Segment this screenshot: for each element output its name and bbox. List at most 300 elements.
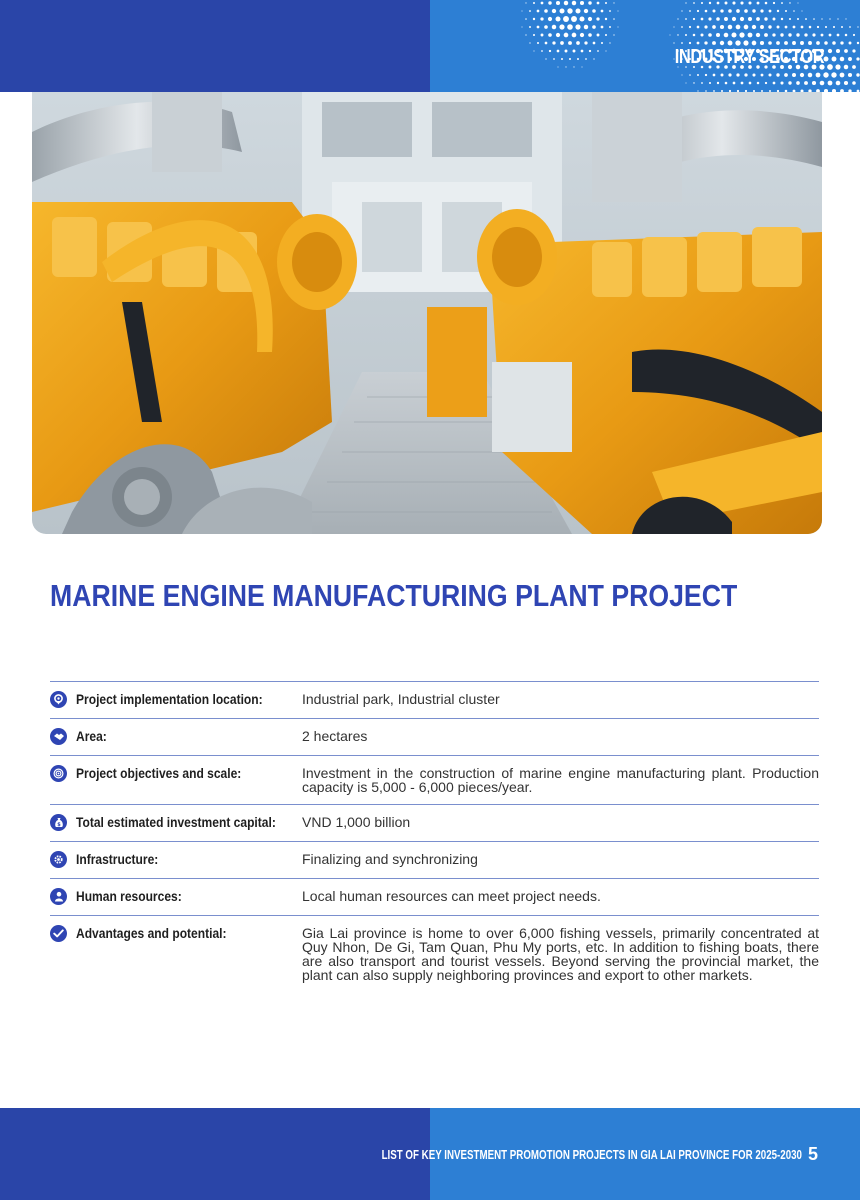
decorative-dot <box>541 50 543 52</box>
decorative-dot <box>717 82 719 84</box>
decorative-dot <box>529 42 530 43</box>
decorative-dot <box>820 81 825 86</box>
decorative-dot <box>780 33 783 36</box>
decorative-dot <box>725 2 728 5</box>
decorative-dot <box>685 2 686 3</box>
decorative-dot <box>544 9 548 13</box>
decorative-dot <box>553 58 555 60</box>
decorative-dot <box>575 24 580 29</box>
decorative-dot <box>609 42 610 43</box>
decorative-dot <box>681 26 683 28</box>
decorative-dot <box>813 18 815 20</box>
row-value: 2 hectares <box>302 728 368 744</box>
decorative-dot <box>597 2 600 5</box>
decorative-dot <box>525 34 526 35</box>
decorative-dot <box>689 26 691 28</box>
row-label <box>50 851 302 868</box>
decorative-dot <box>685 34 687 36</box>
decorative-dot <box>837 34 840 37</box>
decorative-dot <box>776 73 779 76</box>
decorative-dot <box>592 25 596 29</box>
hero-image <box>32 92 822 534</box>
decorative-dot <box>552 41 555 44</box>
decorative-dot <box>857 26 858 27</box>
footer-band-left <box>0 1108 430 1200</box>
decorative-dot <box>588 33 592 37</box>
decorative-dot <box>681 10 682 11</box>
decorative-dot <box>824 41 828 45</box>
decorative-dot <box>564 1 568 5</box>
decorative-dot <box>720 9 723 12</box>
decorative-dot <box>545 42 548 45</box>
decorative-dot <box>844 81 848 85</box>
decorative-dot <box>593 58 594 59</box>
decorative-dot <box>709 2 711 4</box>
decorative-dot <box>840 73 845 78</box>
decorative-dot <box>832 89 836 92</box>
decorative-dot <box>740 1 743 4</box>
decorative-dot <box>693 18 695 20</box>
decorative-dot <box>567 8 572 13</box>
decorative-dot <box>788 33 791 36</box>
decorative-dot <box>736 73 739 76</box>
decorative-dot <box>736 9 740 13</box>
decorative-dot <box>816 73 821 78</box>
table-row <box>50 719 819 756</box>
decorative-dot <box>852 65 856 69</box>
decorative-dot <box>725 82 728 85</box>
decorative-dot <box>744 25 749 30</box>
decorative-dot <box>760 41 764 45</box>
decorative-dot <box>697 42 700 45</box>
svg-text:$: $ <box>56 822 61 828</box>
decorative-dot <box>716 33 720 37</box>
decorative-dot <box>743 40 748 45</box>
decorative-dot <box>686 83 687 84</box>
decorative-dot <box>571 16 577 22</box>
header-band-left <box>0 0 430 92</box>
decorative-dot <box>800 41 804 45</box>
decorative-dot <box>564 33 569 38</box>
decorative-dot <box>565 66 566 67</box>
decorative-dot <box>712 41 716 45</box>
row-label <box>50 691 302 708</box>
decorative-dot <box>697 26 700 29</box>
decorative-dot <box>756 33 760 37</box>
decorative-dot <box>764 17 767 20</box>
decorative-dot <box>522 11 523 12</box>
decorative-dot <box>735 40 740 45</box>
decorative-dot <box>789 2 790 3</box>
decorative-dot <box>836 81 841 86</box>
decorative-dot <box>808 41 812 45</box>
decorative-dot <box>720 41 724 45</box>
decorative-dot <box>840 89 844 92</box>
decorative-dot <box>785 10 787 12</box>
decorative-dot <box>773 82 776 85</box>
gear-icon <box>50 851 67 868</box>
row-label-text: Project implementation location: <box>76 691 263 707</box>
decorative-dot <box>848 73 852 77</box>
decorative-dot <box>673 42 674 43</box>
decorative-dot <box>752 41 757 46</box>
decorative-dot <box>728 9 732 13</box>
decorative-dot <box>592 9 596 13</box>
decorative-dot <box>841 26 843 28</box>
decorative-dot <box>541 2 544 5</box>
decorative-dot <box>772 33 775 36</box>
decorative-dot <box>529 10 531 12</box>
decorative-dot <box>760 9 763 12</box>
decorative-dot <box>720 25 724 29</box>
decorative-dot <box>789 18 791 20</box>
decorative-dot <box>812 33 815 36</box>
decorative-dot <box>605 18 607 20</box>
decorative-dot <box>749 82 752 85</box>
decorative-dot <box>704 25 707 28</box>
decorative-dot <box>548 1 551 4</box>
decorative-dot <box>829 34 832 37</box>
decorative-dot <box>849 26 851 28</box>
decorative-dot <box>833 26 835 28</box>
decorative-dot <box>788 81 791 84</box>
decorative-dot <box>757 82 760 85</box>
decorative-dot <box>709 82 711 84</box>
decorative-dot <box>769 10 772 13</box>
engine-room-illustration <box>32 92 822 534</box>
decorative-dot <box>559 24 564 29</box>
decorative-dot <box>840 57 845 62</box>
decorative-dot <box>824 57 829 62</box>
row-value: Investment in the construction of marine engine manufacturing plant. Production capacity is 5,000 - 6,000 pieces/year. <box>302 765 819 795</box>
decorative-dot <box>741 82 744 85</box>
decorative-dot <box>689 74 691 76</box>
decorative-dot <box>613 18 615 20</box>
decorative-dot <box>752 9 755 12</box>
row-label <box>50 765 302 794</box>
decorative-dot <box>796 81 800 85</box>
decorative-dot <box>533 18 535 20</box>
decorative-dot <box>577 58 579 60</box>
table-row <box>50 842 819 879</box>
handshake-icon <box>50 728 67 745</box>
decorative-dot <box>597 50 599 52</box>
decorative-dot <box>593 42 596 45</box>
decorative-dot <box>825 26 827 28</box>
decorative-dot <box>717 2 720 5</box>
decorative-dot <box>840 41 843 44</box>
decorative-dot <box>575 8 580 13</box>
decorative-dot <box>677 34 678 35</box>
decorative-dot <box>605 34 607 36</box>
decorative-dot <box>844 49 848 53</box>
decorative-dot <box>748 1 751 4</box>
decorative-dot <box>731 32 736 37</box>
decorative-dot <box>565 50 568 53</box>
decorative-dot <box>708 17 711 20</box>
decorative-dot <box>836 49 840 53</box>
row-value: Finalizing and synchronizing <box>302 851 478 867</box>
decorative-dot <box>673 26 674 27</box>
decorative-dot <box>596 17 599 20</box>
decorative-dot <box>580 1 584 5</box>
decorative-dot <box>792 73 796 77</box>
decorative-dot <box>545 58 546 59</box>
decorative-dot <box>697 10 699 12</box>
decorative-dot <box>837 18 838 19</box>
decorative-dot <box>697 74 699 76</box>
row-label <box>50 728 302 745</box>
decorative-dot <box>579 16 584 21</box>
decorative-dot <box>773 18 776 21</box>
table-row <box>50 756 819 805</box>
sector-label: INDUSTRY SECTOR <box>674 46 824 68</box>
project-details-table <box>50 681 819 992</box>
decorative-dot <box>572 33 577 38</box>
decorative-dot <box>537 42 539 44</box>
decorative-dot <box>831 72 836 77</box>
target-icon <box>50 765 67 782</box>
decorative-dot <box>744 73 747 76</box>
decorative-dot <box>609 26 611 28</box>
decorative-dot <box>827 64 833 70</box>
row-label-text: Total estimated investment capital: <box>76 814 276 830</box>
decorative-dot <box>732 17 736 21</box>
decorative-dot <box>588 17 592 21</box>
decorative-dot <box>829 18 830 19</box>
decorative-dot <box>685 18 687 20</box>
money-bag-icon <box>50 814 67 831</box>
decorative-dot <box>701 82 703 84</box>
decorative-dot <box>724 17 728 21</box>
decorative-dot <box>601 10 604 13</box>
decorative-dot <box>618 11 619 12</box>
decorative-dot <box>601 26 604 29</box>
table-row <box>50 682 819 719</box>
decorative-dot <box>764 33 768 37</box>
decorative-dot <box>857 42 859 44</box>
decorative-dot <box>784 73 788 77</box>
decorative-dot <box>797 2 798 3</box>
decorative-dot <box>533 34 535 36</box>
decorative-dot <box>573 50 576 53</box>
decorative-dot <box>576 41 580 45</box>
decorative-dot <box>845 34 848 37</box>
decorative-dot <box>784 41 788 45</box>
row-label-text: Project objectives and scale: <box>76 765 242 781</box>
decorative-dot <box>805 18 807 20</box>
decorative-dot <box>609 10 611 12</box>
decorative-dot <box>752 25 756 29</box>
decorative-dot <box>605 50 606 51</box>
decorative-dot <box>605 2 607 4</box>
decorative-dot <box>560 41 564 45</box>
decorative-dot <box>756 17 760 21</box>
decorative-dot <box>804 33 807 36</box>
decorative-dot <box>856 73 859 76</box>
decorative-dot <box>780 81 783 84</box>
decorative-dot <box>689 42 691 44</box>
decorative-dot <box>804 81 808 85</box>
decorative-dot <box>732 1 735 4</box>
decorative-dot <box>693 2 695 4</box>
decorative-dot <box>712 25 716 29</box>
decorative-dot <box>852 49 855 52</box>
decorative-dot <box>601 42 603 44</box>
decorative-dot <box>812 81 816 85</box>
decorative-dot <box>585 58 587 60</box>
decorative-dot <box>796 33 799 36</box>
decorative-dot <box>559 8 564 13</box>
decorative-dot <box>853 34 855 36</box>
decorative-dot <box>557 66 558 67</box>
decorative-dot <box>548 33 552 37</box>
decorative-dot <box>733 82 736 85</box>
decorative-dot <box>824 89 828 92</box>
decorative-dot <box>848 57 852 61</box>
table-row <box>50 805 819 842</box>
decorative-dot <box>760 25 764 29</box>
decorative-dot <box>708 33 712 37</box>
decorative-dot <box>704 41 707 44</box>
decorative-dot <box>540 17 543 20</box>
decorative-dot <box>613 2 614 3</box>
table-row <box>50 916 819 992</box>
decorative-dot <box>533 50 534 51</box>
decorative-dot <box>728 73 731 76</box>
decorative-dot <box>589 50 591 52</box>
decorative-dot <box>821 34 824 37</box>
decorative-dot <box>681 74 682 75</box>
decorative-dot <box>768 73 771 76</box>
decorative-dot <box>569 58 571 60</box>
row-label <box>50 925 302 982</box>
decorative-dot <box>740 17 744 21</box>
decorative-dot <box>765 82 767 84</box>
decorative-dot <box>521 26 522 27</box>
decorative-dot <box>552 25 556 29</box>
decorative-dot <box>801 26 804 29</box>
decorative-dot <box>828 81 833 86</box>
decorative-dot <box>701 18 704 21</box>
decorative-dot <box>573 66 574 67</box>
decorative-dot <box>768 25 771 28</box>
decorative-dot <box>555 16 560 21</box>
decorative-dot <box>561 58 563 60</box>
decorative-dot <box>777 10 779 12</box>
decorative-dot <box>800 73 804 77</box>
decorative-dot <box>752 73 755 76</box>
decorative-dot <box>816 41 820 45</box>
decorative-dot <box>857 90 860 92</box>
decorative-dot <box>705 74 707 76</box>
location-pin-icon <box>50 691 67 708</box>
decorative-dot <box>713 74 716 77</box>
decorative-dot <box>597 34 600 37</box>
decorative-dot <box>849 42 852 45</box>
row-value: VND 1,000 billion <box>302 814 411 830</box>
decorative-dot <box>744 9 748 13</box>
decorative-dot <box>748 17 752 21</box>
decorative-dot <box>568 41 572 45</box>
decorative-dot <box>537 26 540 29</box>
row-value: Gia Lai province is home to over 6,000 fishing vessels, primarily concentrated at Quy Nhon, De Gi, Tam Quan, Phu My ports, etc. In addition to fishing boats, there are also transport and tourist vessels. Beyond serving the provincial market, the plant can also supply neighboring provinces and export to other markets. <box>302 925 819 983</box>
decorative-dot <box>701 2 703 4</box>
decorative-dot <box>852 81 856 85</box>
decorative-dot <box>848 89 851 92</box>
decorative-dot <box>681 42 683 44</box>
decorative-dot <box>761 74 764 77</box>
decorative-dot <box>584 9 588 13</box>
decorative-dot <box>713 10 716 13</box>
decorative-dot <box>541 34 544 37</box>
decorative-dot <box>529 26 531 28</box>
decorative-dot <box>552 9 556 13</box>
decorative-dot <box>563 16 569 22</box>
decorative-dot <box>781 18 783 20</box>
page-header <box>0 0 860 92</box>
decorative-dot <box>736 25 741 30</box>
decorative-dot <box>693 34 696 37</box>
decorative-dot <box>748 33 753 38</box>
decorative-dot <box>584 25 588 29</box>
decorative-dot <box>581 66 582 67</box>
decorative-dot <box>557 50 560 53</box>
decorative-dot <box>721 74 724 77</box>
project-title: MARINE ENGINE MANUFACTURING PLANT PROJECT <box>50 578 738 613</box>
person-icon <box>50 888 67 905</box>
decorative-dot <box>670 35 671 36</box>
decorative-dot <box>832 41 836 45</box>
decorative-dot <box>567 24 573 30</box>
row-value: Industrial park, Industrial cluster <box>302 691 500 707</box>
decorative-dot <box>525 18 527 20</box>
footer-document-title: LIST OF KEY INVESTMENT PROMOTION PROJECTS IN GIA LAI PROVINCE FOR 2025-2030 <box>381 1148 802 1162</box>
decorative-dot <box>776 41 780 45</box>
decorative-dot <box>584 41 587 44</box>
decorative-dot <box>828 49 832 53</box>
decorative-dot <box>724 33 729 38</box>
decorative-dot <box>823 72 828 77</box>
decorative-dot <box>808 73 813 78</box>
decorative-dot <box>835 64 840 69</box>
page-footer <box>0 1108 860 1200</box>
decorative-dot <box>613 34 614 35</box>
decorative-dot <box>832 57 837 62</box>
decorative-dot <box>856 57 859 60</box>
decorative-dot <box>845 18 846 19</box>
decorative-dot <box>809 26 812 29</box>
row-label-text: Infrastructure: <box>76 851 159 867</box>
decorative-dot <box>757 2 760 5</box>
row-label-text: Area: <box>76 728 107 744</box>
decorative-dot <box>556 1 560 5</box>
decorative-dot <box>544 25 548 29</box>
decorative-dot <box>797 18 799 20</box>
decorative-dot <box>580 33 584 37</box>
decorative-dot <box>777 26 780 29</box>
decorative-dot <box>821 18 822 19</box>
decorative-dot <box>548 17 552 21</box>
row-label-text: Human resources: <box>76 888 182 904</box>
row-label <box>50 814 302 831</box>
decorative-dot <box>572 1 576 5</box>
decorative-dot <box>739 32 744 37</box>
decorative-dot <box>728 41 733 46</box>
decorative-dot <box>781 2 783 4</box>
decorative-dot <box>556 33 560 37</box>
decorative-dot <box>700 33 703 36</box>
